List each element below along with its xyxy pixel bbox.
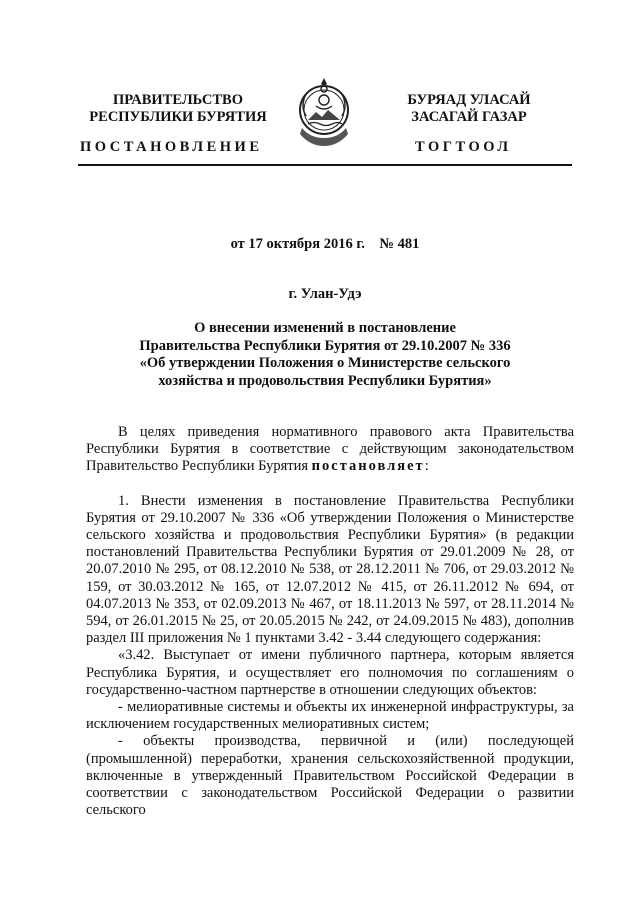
preamble-end: : [424, 458, 429, 475]
title-line3: «Об утверждении Положения о Министерстве сельского [139, 355, 511, 371]
paragraph-3-42: «3.42. Выступает от имени публичного партнера, которым является Республика Бурятия, и осуществляет его полномочия по соглашениям о государственно-частном партнерстве в отношении следующих объектов: [86, 647, 574, 698]
document-title [60, 320, 590, 390]
left-org-line1: ПРАВИТЕЛЬСТВО [113, 92, 243, 108]
preamble-text: В целях приведения нормативного правового акта Правительства Республики Бурятия в соответствие с действующим законодательством Правительство Республики Бурятия [86, 424, 574, 475]
preamble-decree-word: постановляет [311, 458, 425, 475]
document-number: № 481 [379, 236, 420, 252]
paragraph-1: 1. Внести изменения в постановление Правительства Республики Бурятия от 29.10.2007 № 336 «Об утверждении Положения о Министерстве сельского хозяйства и продовольствия Республики Бурятия» (в редакции постановлений Правительства Республики Бурятия от 29.01.2009 № 28, от 20.07.2010 № 295, от 08.12.2010 № 538, от 28.12.2011 № 706, от 29.03.2012 № 159, от 30.03.2012 № 165, от 12.07.2012 № 415, от 26.11.2012 № 694, от 04.07.2013 № 353, от 02.09.2013 № 467, от 18.11.2013 № 597, от 28.11.2014 № 594, от 26.01.2015 № 25, от 20.05.2015 № 242, от 24.09.2015 № 483), дополнив раздел III приложения № 1 пунктами 3.42 - 3.44 следующего содержания: [86, 492, 574, 647]
left-org-line2: РЕСПУБЛИКИ БУРЯТИЯ [89, 109, 267, 125]
list-item-melioration: - мелиоративные системы и объекты их инженерной инфраструктуры, за исключением государственных мелиоративных систем; [86, 699, 574, 733]
coat-of-arms-icon [296, 76, 352, 148]
title-line4: хозяйства и продовольствия Республики Бурятия» [158, 372, 492, 389]
title-line1: О внесении изменений в постановление [194, 320, 456, 336]
date-line [60, 236, 590, 253]
preamble-paragraph [86, 424, 574, 476]
left-doc-type: ПОСТАНОВЛЕНИЕ [80, 139, 263, 155]
right-org-line2: ЗАСАГАЙ ГАЗАР [411, 109, 527, 125]
document-body [86, 424, 574, 819]
left-org-name [78, 92, 278, 126]
document-date: от 17 октября 2016 г. [230, 236, 365, 252]
right-doc-type: ТОГТООЛ [415, 139, 512, 155]
city: г. Улан-Удэ [288, 286, 362, 302]
list-item-production: - объекты производства, первичной и (или) последующей (промышленной) переработки, хранения сельскохозяйственной продукции, включенные в утвержденный Правительством Российской Федерации в соответствии с законодательством Российской Федерации о развитии сельского [86, 733, 574, 819]
header-divider [78, 164, 572, 166]
right-org-name [374, 92, 564, 126]
right-org-line1: БУРЯАД УЛАСАЙ [407, 92, 531, 108]
title-line2: Правительства Республики Бурятия от 29.10.2007 № 336 [139, 337, 511, 354]
